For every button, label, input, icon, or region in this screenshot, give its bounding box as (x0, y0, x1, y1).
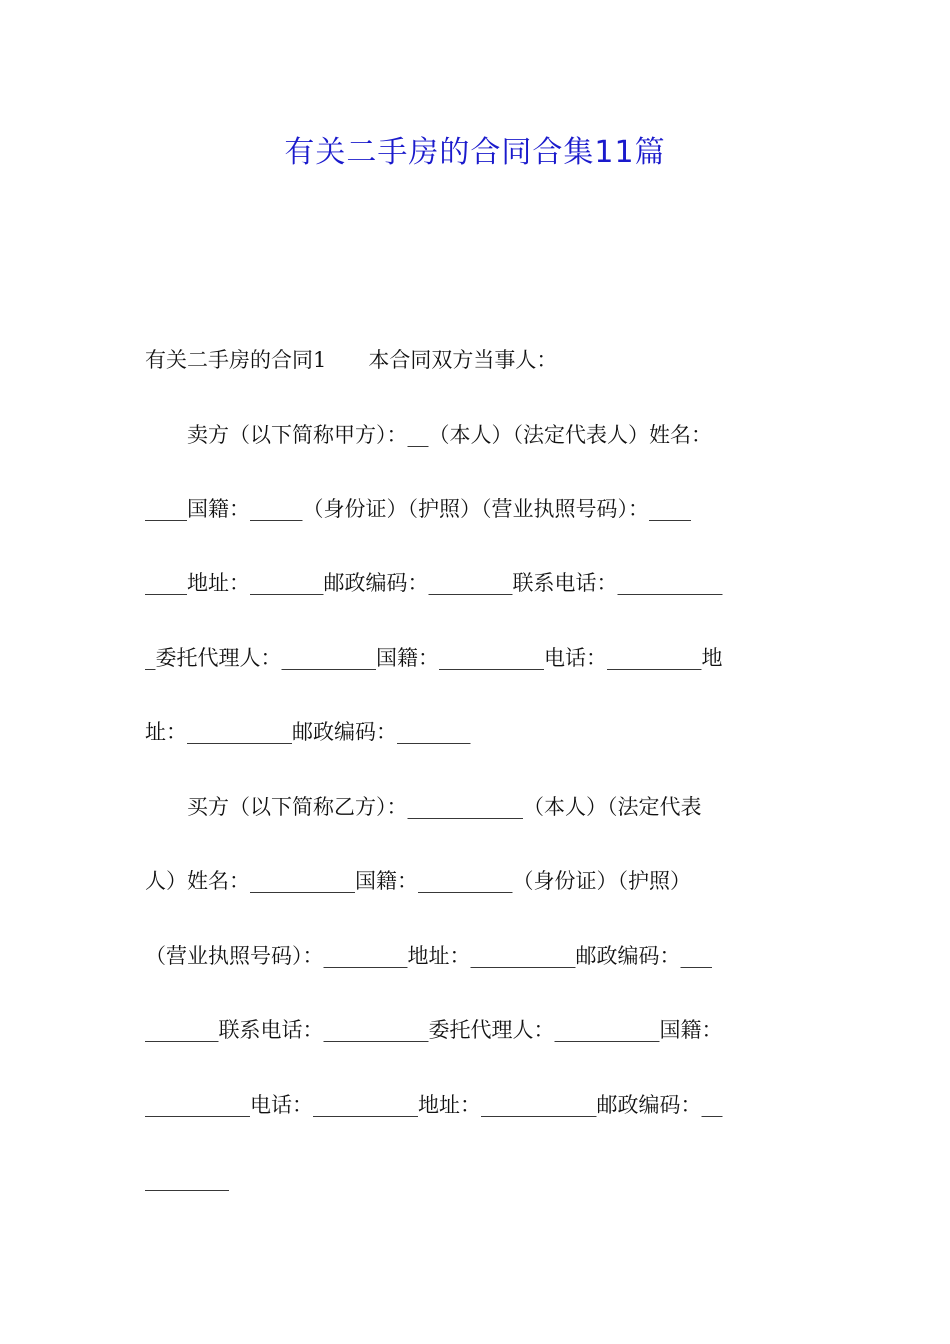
paragraph-line: ________ (145, 1167, 229, 1191)
paragraph-line: 址：__________邮政编码：_______ (145, 720, 471, 744)
paragraph-line: 买方（以下简称乙方）：___________（本人）（法定代表 (145, 795, 702, 819)
paragraph-line: 人）姓名：__________国籍：_________（身份证）（护照） (145, 869, 691, 893)
paragraph-line: （营业执照号码）：________地址：__________邮政编码：___ (145, 944, 712, 968)
paragraph-line: ____地址：_______邮政编码：________联系电话：__________ (145, 571, 723, 595)
paragraph-line: _______联系电话：__________委托代理人：__________国籍： (145, 1018, 723, 1042)
paragraph-line: 卖方（以下简称甲方）：__（本人）（法定代表人）姓名： (145, 423, 712, 447)
paragraph-line: _委托代理人：_________国籍：__________电话：_________地 (145, 646, 723, 670)
paragraph-line: 有关二手房的合同1 本合同双方当事人： (145, 348, 558, 372)
paragraph-line: ____国籍：_____（身份证）（护照）（营业执照号码）：____ (145, 497, 691, 521)
document-title: 有关二手房的合同合集11篇 (284, 135, 666, 170)
paragraph-line: __________电话：__________地址：___________邮政编码：__ (145, 1093, 723, 1117)
